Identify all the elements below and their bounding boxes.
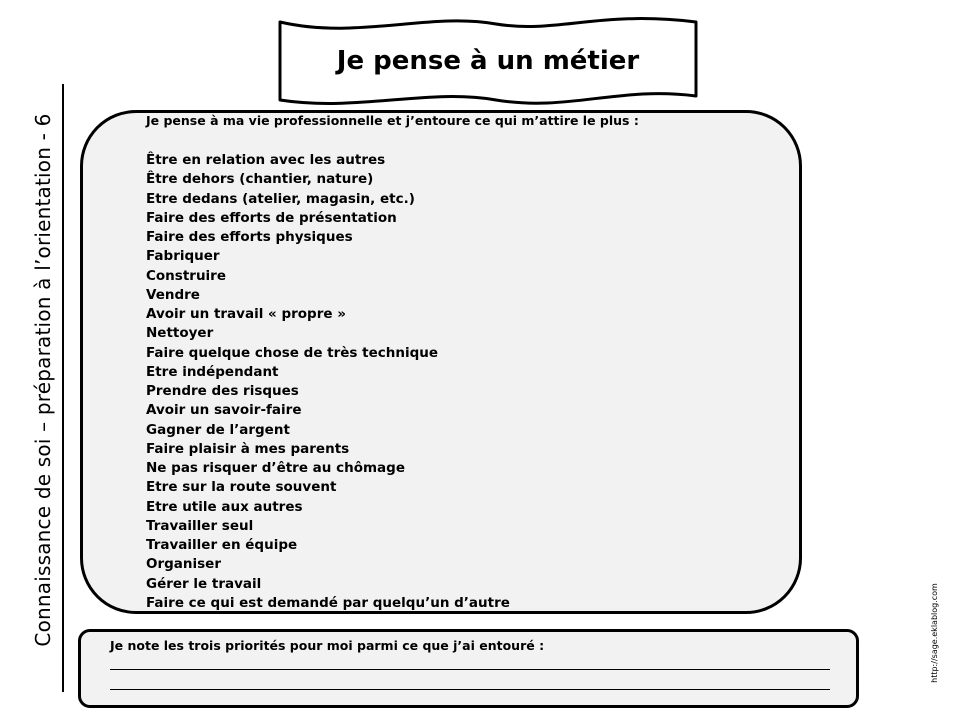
choice-item[interactable]: Vendre — [146, 286, 200, 303]
choice-item[interactable]: Être dehors (chantier, nature) — [146, 171, 374, 188]
page-title: Je pense à un métier — [336, 46, 640, 76]
choice-item[interactable]: Gagner de l’argent — [146, 421, 290, 438]
choice-item[interactable]: Etre dedans (atelier, magasin, etc.) — [146, 190, 415, 207]
choice-item[interactable]: Avoir un savoir-faire — [146, 402, 302, 419]
choice-item[interactable]: Être en relation avec les autres — [146, 152, 386, 168]
choice-item[interactable]: Travailler seul — [146, 517, 254, 534]
choice-item[interactable]: Etre sur la route souvent — [146, 479, 337, 496]
checklist-prompt: Je pense à ma vie professionnelle et j’entoure ce qui m’attire le plus : — [146, 113, 639, 128]
choice-item[interactable]: Travailler en équipe — [146, 537, 298, 553]
choice-list — [146, 151, 510, 613]
writing-line[interactable] — [110, 669, 830, 670]
choice-item[interactable]: Construire — [146, 267, 226, 284]
side-title: Connaissance de soi – préparation à l’orientation - 6 — [31, 113, 55, 647]
choice-item[interactable]: Gérer le travail — [146, 575, 262, 592]
choice-item[interactable]: Faire ce qui est demandé par quelqu’un d’autre — [146, 594, 510, 611]
choice-item[interactable]: Prendre des risques — [146, 383, 299, 399]
choice-item[interactable]: Etre indépendant — [146, 363, 279, 380]
title-banner — [268, 8, 708, 112]
choice-item[interactable]: Faire plaisir à mes parents — [146, 440, 350, 457]
choice-item[interactable]: Faire des efforts de présentation — [146, 209, 397, 226]
choice-item[interactable]: Faire quelque chose de très technique — [146, 344, 439, 361]
choice-item[interactable]: Organiser — [146, 556, 221, 573]
choice-item[interactable]: Ne pas risquer d’être au chômage — [146, 460, 405, 476]
side-divider — [62, 84, 64, 692]
choice-item[interactable]: Faire des efforts physiques — [146, 229, 353, 245]
choice-item[interactable]: Etre utile aux autres — [146, 498, 303, 515]
choice-item[interactable]: Avoir un travail « propre » — [146, 306, 346, 322]
writing-line[interactable] — [110, 689, 830, 690]
source-url: http://sage.eklablog.com — [930, 583, 939, 683]
choice-item[interactable]: Fabriquer — [146, 248, 220, 265]
priorities-prompt: Je note les trois priorités pour moi parmi ce que j’ai entouré : — [110, 638, 545, 653]
choice-item[interactable]: Nettoyer — [146, 325, 214, 342]
